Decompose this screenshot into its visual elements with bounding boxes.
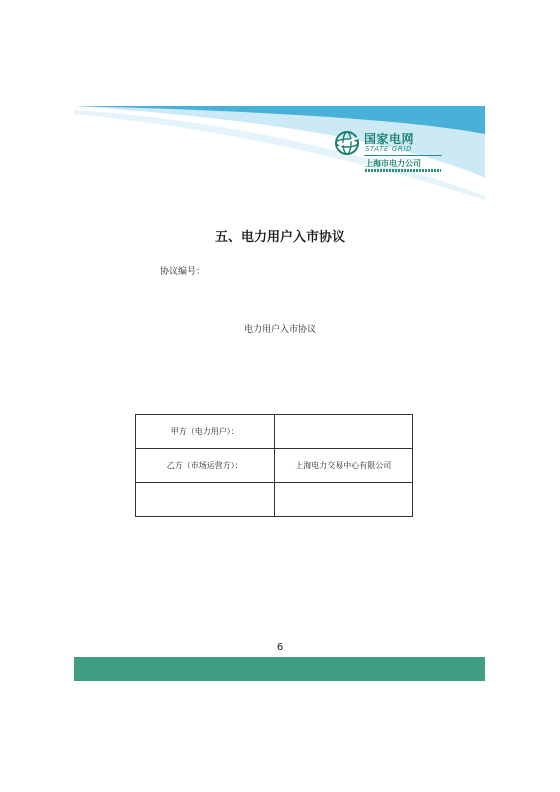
- table-row: [136, 415, 413, 449]
- parties-table: [135, 414, 413, 517]
- party-a-label: 甲方（电力用户）：: [136, 415, 275, 449]
- party-a-value[interactable]: [274, 415, 412, 449]
- state-grid-logo: [334, 128, 454, 178]
- party-b-label: 乙方（市场运营方）：: [136, 449, 275, 483]
- company-name: 上海市电力公司: [365, 159, 421, 168]
- party-b-value[interactable]: 上海电力交易中心有限公司: [274, 449, 412, 483]
- company-english-line: [365, 169, 441, 172]
- empty-cell: [136, 483, 275, 517]
- header-swoosh: [0, 0, 560, 210]
- globe-icon: [334, 130, 360, 156]
- table-row: [136, 449, 413, 483]
- document-title: 电力用户入市协议: [243, 325, 316, 335]
- empty-cell[interactable]: [274, 483, 412, 517]
- logo-chinese-text: 国家电网: [364, 132, 415, 146]
- logo-english-text: STATE GRID: [365, 145, 413, 153]
- agreement-number-label: 协议编号：: [160, 267, 206, 277]
- logo-divider: [364, 155, 442, 156]
- page-number: 6: [276, 642, 284, 653]
- footer-band: [74, 657, 485, 681]
- table-row: [136, 483, 413, 517]
- section-title: 五、电力用户入市协议: [214, 230, 345, 245]
